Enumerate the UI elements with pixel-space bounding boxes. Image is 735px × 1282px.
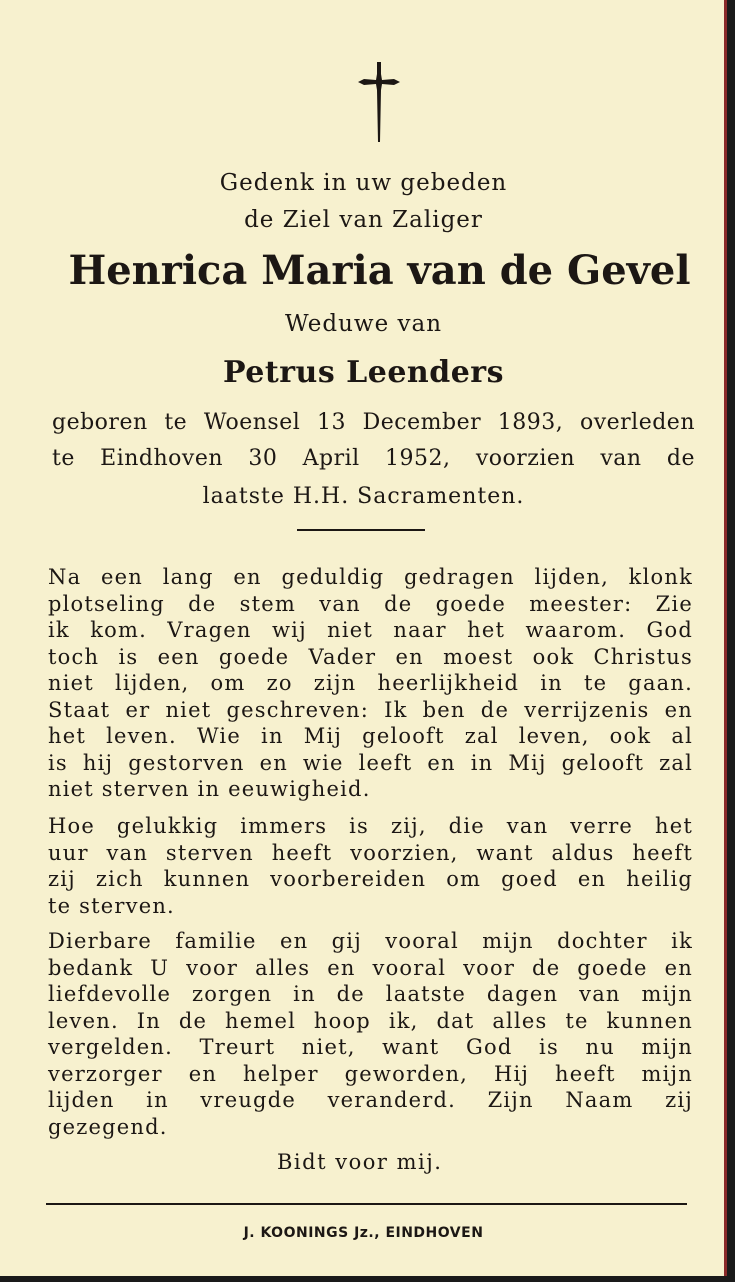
footer-rule [46, 1203, 687, 1205]
paragraph-line: verzorger en helper geworden, Hij heeft mijn [48, 1061, 693, 1086]
husband-name: Petrus Leenders [223, 355, 504, 390]
paragraph-line: liefdevolle zorgen in de laatste dagen van mijn [48, 982, 693, 1006]
paragraph-line: uur van sterven heeft voorzien, want aldus heeft [48, 840, 693, 865]
paragraph-line: bedank U voor alles en vooral voor de goede en [48, 955, 693, 980]
paragraph-line: leven. In de hemel hoop ik, dat alles te kunnen [48, 1008, 693, 1033]
paragraph-line: Na een lang en geduldig gedragen lijden, klonk [48, 565, 693, 589]
paragraph-line: te sterven. [48, 893, 175, 918]
paragraph-line: lijden in vreugde veranderd. Zijn Naam zij [48, 1088, 693, 1112]
paragraph-line: is hij gestorven en wie leeft en in Mij gelooft zal [48, 750, 693, 775]
paragraph-line: Staat er niet geschreven: Ik ben de verrijzenis en [48, 697, 693, 722]
cross-icon [356, 60, 402, 144]
divider-rule [297, 529, 425, 531]
header-line-2: de Ziel van Zaliger [244, 207, 483, 233]
deceased-name: Henrica Maria van de Gevel [68, 247, 691, 294]
paragraph-3 [48, 928, 693, 1140]
paragraph-line: gezegend. [48, 1114, 168, 1139]
paragraph-line: toch is een goede Vader en moest ook Christus [48, 644, 693, 669]
paragraph-line: plotseling de stem van de goede meester: Zie [48, 591, 693, 616]
paragraph-line: Hoe gelukkig immers is zij, die van verre het [48, 814, 693, 838]
bio-line-2: te Eindhoven 30 April 1952, voorzien van de [52, 446, 695, 471]
bio-line-1: geboren te Woensel 13 December 1893, overleden [52, 410, 695, 435]
paragraph-line: zij zich kunnen voorbereiden om goed en heilig [48, 867, 693, 891]
bio-line-3: laatste H.H. Sacramenten. [202, 484, 525, 509]
paragraph-line: niet lijden, om zo zijn heerlijkheid in te gaan. [48, 671, 693, 695]
paragraph-1 [48, 564, 693, 803]
closing-prayer: Bidt voor mij. [277, 1150, 443, 1174]
widow-of-label: Weduwe van [284, 311, 443, 337]
paragraph-line: niet sterven in eeuwigheid. [48, 777, 371, 801]
header-line-1: Gedenk in uw gebeden [219, 170, 508, 196]
paragraph-line: ik kom. Vragen wij niet naar het waarom. God [48, 618, 693, 642]
paragraph-line: het leven. Wie in Mij gelooft zal leven, ook al [48, 724, 693, 748]
paragraph-2 [48, 813, 693, 919]
paragraph-line: Dierbare familie en gij vooral mijn dochter ik [48, 929, 693, 953]
paragraph-line: vergelden. Treurt niet, want God is nu mijn [48, 1035, 693, 1059]
printer-imprint: J. KOONINGS Jz., EINDHOVEN [243, 1225, 484, 1241]
